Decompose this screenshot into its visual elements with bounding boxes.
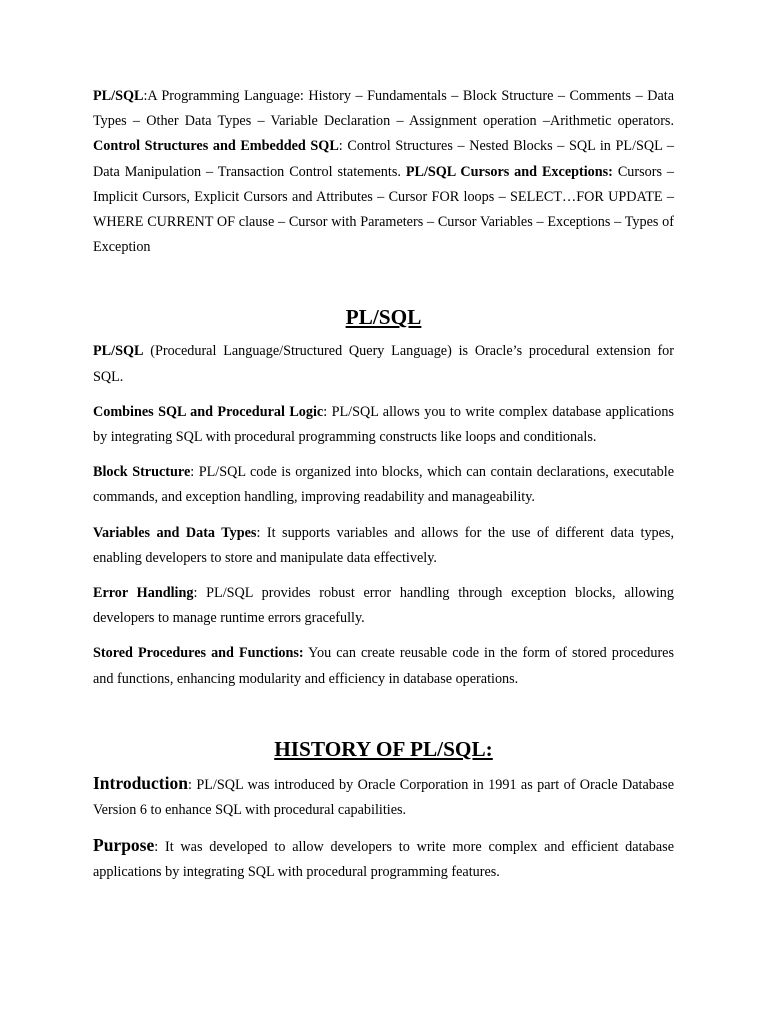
paragraph-term: Error Handling: [93, 585, 194, 602]
paragraph-term: Variables and Data Types: [93, 524, 257, 541]
paragraph: [93, 581, 674, 631]
paragraph-term: PL/SQL: [93, 343, 144, 360]
paragraph-text: (Procedural Language/Structured Query Language) is Oracle’s procedural extension for SQL.: [93, 343, 674, 385]
paragraph-text: : PL/SQL allows you to write complex database applications by integrating SQL with procedural programming constructs like loops and conditionals.: [93, 403, 674, 446]
syllabus-text: :A Programming Language: History – Fundamentals – Block Structure – Comments – Data Types – Other Data Types – Variable Declaration – Assignment operation –Arithmetic operators.: [93, 88, 674, 130]
paragraph-term: Purpose: [93, 835, 155, 856]
paragraph-text: : PL/SQL code is organized into blocks, which can contain declarations, executable commands, and exception handling, improving readability and manageability.: [93, 464, 674, 506]
syllabus-term: PL/SQL: [93, 88, 144, 104]
section-heading-history: HISTORY OF PL/SQL:: [274, 736, 493, 761]
paragraph: [93, 833, 674, 885]
paragraph-term: Introduction: [93, 772, 188, 793]
paragraph: [93, 400, 674, 450]
paragraph-term: Combines SQL and Procedural Logic: [93, 403, 324, 420]
paragraph: [93, 521, 674, 571]
section-heading-plsql: PL/SQL: [345, 305, 422, 330]
paragraph-text: : It supports variables and allows for the use of different data types, enabling developers to store and manipulate data effectively.: [93, 524, 674, 566]
paragraph-text: : PL/SQL was introduced by Oracle Corporation in 1991 as part of Oracle Database Version 6 to enhance SQL with procedural capabilities.: [93, 776, 674, 819]
paragraph-text: You can create reusable code in the form of stored procedures and functions, enhancing modularity and efficiency in database operations.: [93, 645, 674, 687]
document-page: [93, 84, 674, 886]
syllabus-text: Cursors – Implicit Cursors, Explicit Cursors and Attributes – Cursor FOR loops – SELECT…FOR UPDATE – WHERE CURRENT OF clause – Cursor with Parameters – Cursor Variables – Exceptions – Types of Exception: [93, 163, 674, 256]
syllabus-text: : Control Structures – Nested Blocks – SQL in PL/SQL – Data Manipulation – Transaction Control statements.: [93, 138, 674, 180]
paragraph: [93, 460, 674, 510]
paragraph: [93, 641, 674, 691]
paragraph: [93, 339, 674, 389]
paragraph-term: Block Structure: [93, 464, 191, 481]
paragraph-term: Stored Procedures and Functions:: [93, 645, 304, 662]
syllabus-term: Control Structures and Embedded SQL: [93, 138, 339, 155]
syllabus-paragraph: [93, 84, 674, 260]
paragraph-text: : It was developed to allow developers to write more complex and efficient database applications by integrating SQL with procedural programming features.: [93, 839, 674, 881]
syllabus-term: PL/SQL Cursors and Exceptions:: [405, 163, 613, 180]
paragraph: [93, 771, 674, 823]
paragraph-text: : PL/SQL provides robust error handling through exception blocks, allowing developers to manage runtime errors gracefully.: [93, 585, 674, 627]
